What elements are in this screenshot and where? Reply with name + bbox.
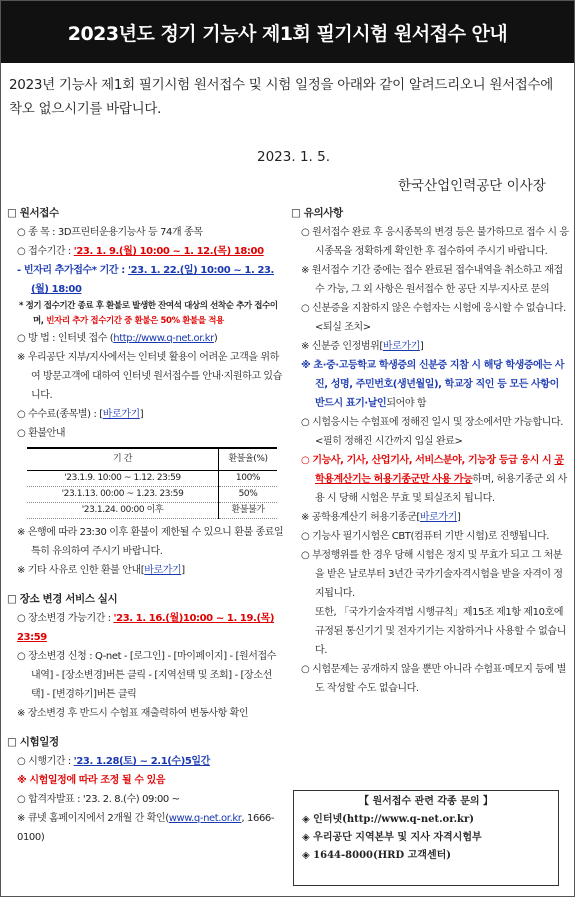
- note-cheating: ○ 부정행위를 한 경우 당해 시험은 정지 및 무효가 되고 그 처분을 받은 날로부터 3년간 국가기술자격시험을 받을 자격이 정지됩니다.: [301, 550, 563, 599]
- table-row: '23.1.24. 00:00 이후 환불불가: [27, 503, 277, 519]
- note-results-check: ※ 큐넷 홈페이지에서 2개월 간 확인(www.q-net.or.kr, 1666-0100): [17, 813, 275, 843]
- item-refund: ○ 환불안내: [17, 428, 66, 439]
- fee-link[interactable]: 바로가기: [102, 409, 140, 420]
- contact-box: [293, 790, 559, 886]
- item-application-period: ○ 접수기간 : '23. 1. 9.(월) 10:00 ~ 1. 12.(목) 18:00: [17, 246, 264, 257]
- note-other-refund: ※ 기타 사유로 인한 환불 안내[바로가기]: [17, 565, 185, 576]
- other-refund-link[interactable]: 바로가기: [144, 565, 182, 576]
- table-row: '23.1.9. 10:00 ~ 1.12. 23:59 100%: [27, 471, 277, 487]
- note-student-id: ※ 초·중·고등학교 학생증의 신분증 지참 시 해당 학생증에는 사진, 성명, 주민번호(생년월일), 학교장 직인 등 모든 사항이 반드시 표기·날인되어야 함: [301, 360, 565, 409]
- item-exam-period: ○ 시행기간 : '23. 1.28(토) ~ 2.1(수)5일간: [17, 756, 210, 767]
- contact-title: 【 원서접수 관련 각종 문의 】: [358, 796, 493, 807]
- note-id-required: ○ 신분증을 지참하지 않은 수험자는 시험에 응시할 수 없습니다. <퇴실 조치>: [301, 303, 566, 333]
- item-location-period: ○ 장소변경 가능기간 : '23. 1. 16.(월)10:00 ~ 1. 19.(목) 23:59: [17, 613, 275, 643]
- note-cbt: ○ 기능사 필기시험은 CBT(컴퓨터 기반 시험)로 진행됩니다.: [301, 531, 549, 542]
- note-extra-period: * 정기 접수기간 종료 후 환불로 발생한 잔여석 대상의 선착순 추가 접수이며, 빈자리 추가 접수기간 중 환불은 50% 환불을 적용: [19, 301, 278, 326]
- refund-table: [27, 447, 277, 519]
- item-fee: ○ 수수료(종목별) : [바로가기]: [17, 409, 144, 420]
- note-reprint-ticket: ※ 장소변경 후 반드시 수험표 재출력하여 변동사항 확인: [17, 708, 249, 719]
- section-title-schedule: □ 시험일정: [7, 736, 59, 748]
- contact-branch: ◈ 우리공단 지역본부 및 지사 자격시험부: [302, 832, 482, 843]
- issuer: 한국산업인력공단 이사장: [398, 178, 546, 194]
- section-title-location-change: □ 장소 변경 서비스 실시: [7, 593, 118, 605]
- qnet-link[interactable]: http://www.q-net.or.kr: [113, 333, 214, 344]
- item-extra-period: - 빈자리 추가접수* 기간 : '23. 1. 22.(일) 10:00 ~ 1. 23.(월) 18:00: [17, 265, 274, 295]
- item-subjects: ○ 종 목 : 3D프린터운용기능사 등 74개 종목: [17, 227, 203, 238]
- application-period-value: '23. 1. 9.(월) 10:00 ~ 1. 12.(목) 18:00: [73, 246, 264, 257]
- note-questions-private: ○ 시험문제는 공개하지 않을 뿐만 아니라 수험표·메모지 등에 별도 작성할 수도 없습니다.: [301, 664, 566, 694]
- note-calculator: ○ 기능사, 기사, 산업기사, 서비스분야, 기능장 등급 응시 시 공학용계산기는 허용기종군만 사용 가능하며, 허용기종군 외 사용 시 당해 시험은 무효 및 퇴실조치 됩니다.: [301, 455, 567, 504]
- calculator-link[interactable]: 바로가기: [419, 512, 457, 523]
- contact-internet: ◈ 인터넷(http://www.q-net.or.kr): [302, 814, 474, 825]
- note-id-range: ※ 신분증 인정범위[바로가기]: [301, 341, 424, 352]
- refund-header-rate: 환불율(%): [219, 448, 278, 471]
- contact-phone: ◈ 1644-8000(HRD 고객센터): [302, 850, 452, 861]
- note-schedule-adjust: ※ 시험일정에 따라 조정 될 수 있음: [17, 775, 166, 786]
- item-method: ○ 방 법 : 인터넷 접수 (http://www.q-net.or.kr): [17, 333, 218, 344]
- intro-paragraph: 2023년 기능사 제1회 필기시험 원서접수 및 시험 일정을 아래와 같이 알려드리오니 원서접수에 착오 없으시기를 바랍니다.: [9, 77, 554, 117]
- note-devices: 또한, 「국가기술자격법 시행규칙」제15조 제1항 제10호에 규정된 통신기기 및 전자기기는 지참하거나 사용할 수 없습니다.: [315, 607, 566, 656]
- note-no-change: ○ 원서접수 완료 후 응시종목의 변경 등은 불가하므로 접수 시 응시종목을 정확하게 확인한 후 접수하여 주시기 바랍니다.: [301, 227, 569, 257]
- item-results: ○ 합격자발표 : '23. 2. 8.(수) 09:00 ~: [17, 794, 180, 805]
- item-location-steps: ○ 장소변경 신청 : Q-net - [로그인] - [마이페이지] - [원서접수내역] - [장소변경]버튼 클릭 - [지역선택 및 조회] - [장소선택] - [변경하기]버튼 클릭: [17, 651, 277, 700]
- page-title: 2023년도 정기 기능사 제1회 필기시험 원서접수 안내: [1, 1, 574, 63]
- table-row: '23.1.13. 00:00 ~ 1.23. 23:59 50%: [27, 487, 277, 503]
- note-cancel-reapply: ※ 원서접수 기간 중에는 접수 완료된 접수내역을 취소하고 재접수 가능, 그 외 사항은 원서접수 한 공단 지부·지사로 문의: [301, 265, 563, 295]
- id-range-link[interactable]: 바로가기: [382, 341, 420, 352]
- left-column: [7, 204, 284, 847]
- note-exam-location: ○ 시험응시는 수험표에 정해진 일시 및 장소에서만 가능합니다. <필히 정해진 시간까지 입실 완료>: [301, 417, 564, 447]
- notice-date: 2023. 1. 5.: [257, 149, 330, 165]
- section-title-application: □ 원서접수: [7, 207, 59, 219]
- right-column: [291, 204, 569, 698]
- note-calculator-list: ※ 공학용계산기 허용기종군[바로가기]: [301, 512, 461, 523]
- section-title-notes: □ 유의사항: [291, 207, 343, 219]
- note-bank-refund: ※ 은행에 따라 23:30 이후 환불이 제한될 수 있으니 환불 종료일 특히 유의하여 주시기 바랍니다.: [17, 527, 284, 557]
- qnet-results-link[interactable]: www.q-net.or.kr: [168, 813, 242, 824]
- note-branch-support: ※ 우리공단 지부/지사에서는 인터넷 활용이 어려운 고객을 위하여 방문고객에 대하여 인터넷 원서접수를 안내·지원하고 있습니다.: [17, 352, 282, 401]
- refund-header-period: 기 간: [27, 448, 219, 471]
